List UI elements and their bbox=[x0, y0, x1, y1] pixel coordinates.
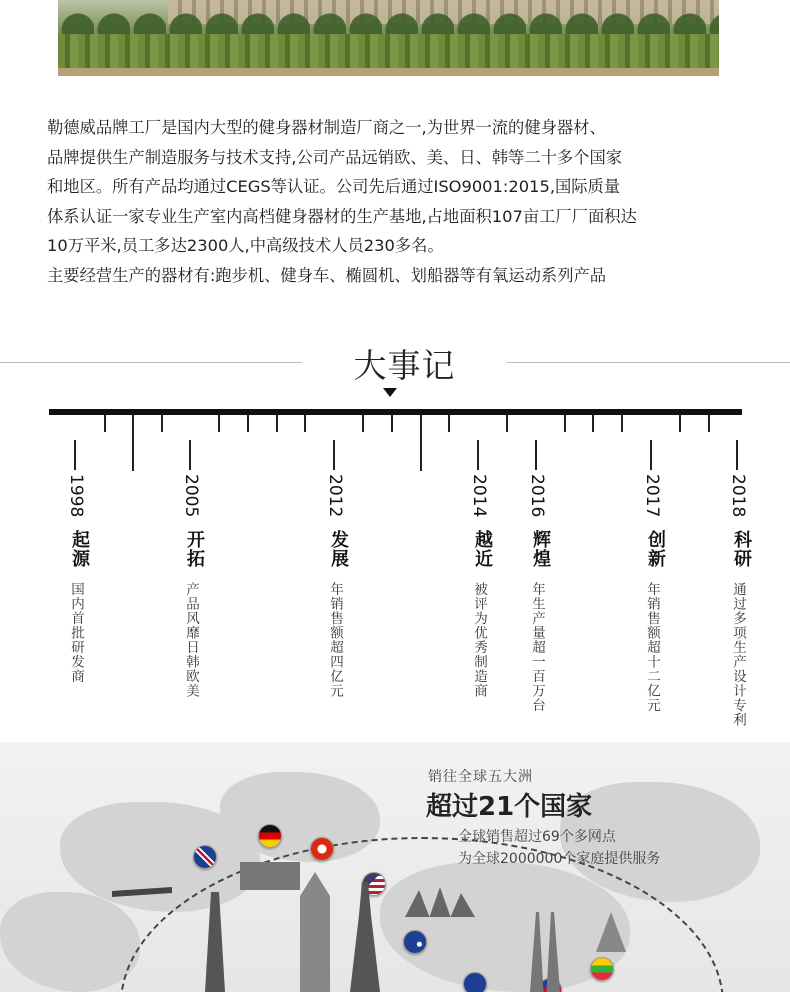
hongkong-flag-icon bbox=[310, 837, 334, 861]
event-year: 2012 bbox=[325, 474, 345, 518]
timeline-tick bbox=[448, 415, 450, 432]
event-title: 越近 bbox=[472, 530, 493, 568]
skyscraper-icon bbox=[300, 872, 330, 992]
event-year: 2018 bbox=[728, 474, 748, 518]
event-stem bbox=[189, 440, 191, 470]
newzealand-flag-icon bbox=[463, 972, 487, 992]
event-year: 2014 bbox=[469, 474, 489, 518]
myanmar-flag-icon bbox=[590, 957, 614, 981]
event-year: 2016 bbox=[527, 474, 547, 518]
timeline-tick bbox=[506, 415, 508, 432]
event-stem bbox=[736, 440, 738, 470]
map-stats bbox=[458, 826, 660, 870]
event-desc: 年生产量超一百万台 bbox=[529, 582, 545, 713]
timeline-tick bbox=[621, 415, 623, 432]
timeline-tick bbox=[391, 415, 393, 432]
milestones-header bbox=[0, 340, 790, 384]
event-desc: 产品风靡日韩欧美 bbox=[183, 582, 199, 698]
timeline-tick bbox=[592, 415, 594, 432]
germany-flag-icon bbox=[258, 824, 282, 848]
event-year: 1998 bbox=[66, 474, 86, 518]
map-subtitle: 销往全球五大洲 bbox=[428, 769, 533, 785]
brandenburg-gate-icon bbox=[240, 862, 300, 890]
event-title: 创新 bbox=[645, 530, 666, 568]
timeline-event bbox=[728, 440, 776, 740]
timeline-tick bbox=[708, 415, 710, 432]
timeline-event bbox=[325, 440, 373, 740]
intro-line: 10万平米,员工多达2300人,中高级技术人员230多名。 bbox=[47, 236, 444, 255]
event-title: 科研 bbox=[731, 530, 752, 568]
event-title: 辉煌 bbox=[530, 530, 551, 568]
intro-line: 和地区。所有产品均通过CEGS等认证。公司先后通过ISO9001:2015,国际质量 bbox=[47, 177, 621, 196]
event-title: 发展 bbox=[328, 530, 349, 568]
intro-line: 勒德威品牌工厂是国内大型的健身器材制造厂商之一,为世界一流的健身器材、 bbox=[47, 118, 606, 137]
divider-left bbox=[0, 362, 302, 363]
divider-right bbox=[507, 362, 790, 363]
timeline-tick bbox=[362, 415, 364, 432]
pointer-triangle-icon bbox=[383, 388, 397, 397]
timeline-event bbox=[181, 440, 229, 740]
event-desc: 国内首批研发商 bbox=[68, 582, 84, 684]
company-intro bbox=[47, 113, 757, 290]
global-sales-map bbox=[0, 742, 790, 992]
timeline-tick bbox=[247, 415, 249, 432]
event-desc: 通过多项生产设计专利 bbox=[730, 582, 746, 727]
timeline-tick bbox=[104, 415, 106, 432]
event-year: 2005 bbox=[181, 474, 201, 518]
timeline-tick bbox=[276, 415, 278, 432]
continent-shape bbox=[0, 892, 140, 992]
event-stem bbox=[477, 440, 479, 470]
timeline-bar bbox=[49, 409, 742, 415]
map-headline: 超过21个国家 bbox=[426, 792, 593, 822]
timeline-tick bbox=[218, 415, 220, 432]
australia-flag-icon bbox=[403, 930, 427, 954]
event-stem bbox=[535, 440, 537, 470]
intro-line: 主要经营生产的器材有:跑步机、健身车、椭圆机、划船器等有氧运动系列产品 bbox=[47, 265, 607, 285]
intro-line: 体系认证一家专业生产室内高档健身器材的生产基地,占地面积107亩工厂厂面积达 bbox=[47, 206, 637, 226]
timeline-event bbox=[642, 440, 690, 740]
timeline-tick bbox=[564, 415, 566, 432]
map-stat-line: 为全球2000000个家庭提供服务 bbox=[458, 851, 661, 867]
timeline-tick bbox=[161, 415, 163, 432]
event-desc: 被评为优秀制造商 bbox=[471, 582, 487, 698]
milestones-title: 大事记 bbox=[353, 346, 456, 385]
event-desc: 年销售额超四亿元 bbox=[327, 582, 343, 698]
timeline-event bbox=[527, 440, 575, 740]
timeline-tick bbox=[304, 415, 306, 432]
timeline-event bbox=[66, 440, 114, 740]
event-stem bbox=[74, 440, 76, 470]
event-desc: 年销售额超十二亿元 bbox=[644, 582, 660, 713]
timeline-tick bbox=[132, 415, 134, 471]
event-year: 2017 bbox=[642, 474, 662, 518]
event-stem bbox=[333, 440, 335, 470]
event-title: 开拓 bbox=[184, 530, 205, 568]
timeline-tick bbox=[679, 415, 681, 432]
map-stat-line: 全球销售超过69个多网点 bbox=[458, 829, 616, 845]
timeline-event bbox=[469, 440, 517, 740]
intro-line: 品牌提供生产制造服务与技术支持,公司产品远销欧、美、日、韩等二十多个国家 bbox=[47, 147, 623, 167]
uk-flag-icon bbox=[193, 845, 217, 869]
event-title: 起源 bbox=[69, 530, 90, 568]
factory-photo bbox=[58, 0, 719, 76]
event-stem bbox=[650, 440, 652, 470]
timeline-tick bbox=[420, 415, 422, 471]
ground bbox=[58, 68, 719, 76]
